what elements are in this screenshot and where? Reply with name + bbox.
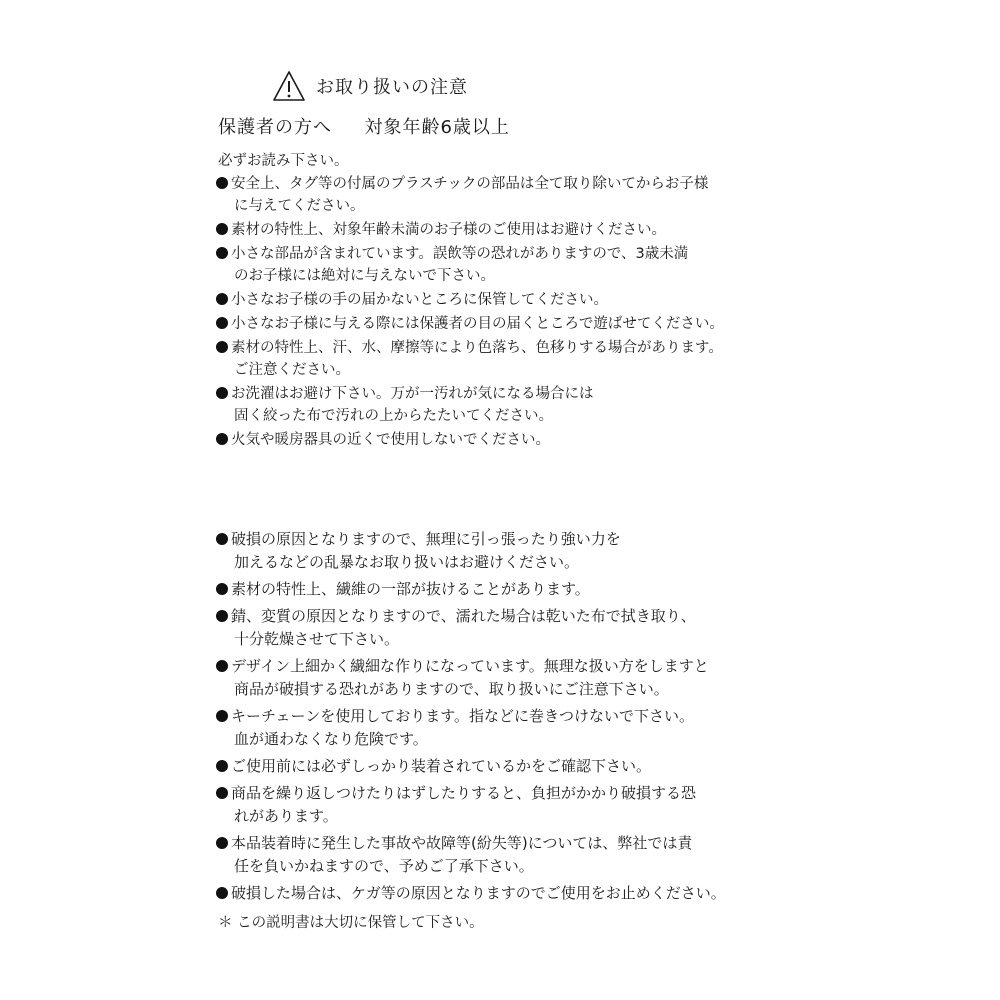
warning-triangle-icon	[272, 70, 306, 102]
caution-item-text: キーチェーンを使用しております。指などに巻きつけないで下さい。	[231, 707, 695, 725]
caution-item-line	[216, 755, 816, 778]
caution-list-1	[216, 173, 816, 453]
caution-item-line	[216, 705, 816, 728]
caution-item-line	[216, 313, 816, 335]
bullet-icon	[216, 760, 228, 772]
caution-item-text: 安全上、タグ等の付属のプラスチックの部品は全て取り除いてからお子様	[231, 176, 709, 192]
caution-item	[216, 578, 816, 601]
caution-item	[216, 705, 816, 751]
caution-item-text: 十分乾燥させて下さい。	[234, 630, 400, 648]
caution-item	[216, 882, 816, 905]
caution-item-text: 破損の原因となりますので、無理に引っ張ったり強い力を	[231, 530, 621, 548]
caution-item-text: 本品装着時に発生した事故や故障等(紛失等)については、弊社では責	[231, 834, 693, 852]
caution-item-line	[216, 551, 816, 574]
keep-instructions-note: ＊ この説明書は大切に保管して下さい。	[218, 915, 484, 931]
caution-item-text: 錆、変質の原因となりますので、濡れた場合は乾いた布で拭き取り、	[231, 607, 696, 625]
bullet-icon	[216, 787, 228, 799]
caution-item	[216, 832, 816, 878]
caution-item-line	[216, 605, 816, 628]
caution-item-line	[216, 678, 816, 701]
caution-item-line	[216, 805, 816, 828]
caution-item	[216, 313, 816, 335]
caution-item	[216, 528, 816, 574]
bullet-icon	[216, 887, 228, 899]
bullet-icon	[216, 293, 228, 305]
caution-item-text: のお子様には絶対に与えないで下さい。	[234, 268, 495, 284]
caution-item-line	[216, 429, 816, 451]
caution-item-text: デザイン上細かく繊細な作りになっています。無理な扱い方をしますと	[231, 657, 709, 675]
caution-item-line	[216, 578, 816, 601]
caution-item-line	[216, 728, 816, 751]
caution-item-text: 加えるなどの乱暴なお取り扱いはお避けください。	[234, 553, 580, 571]
caution-item-line	[216, 628, 816, 651]
caution-item	[216, 429, 816, 451]
caution-item-line	[216, 383, 816, 405]
caution-item-text: 素材の特性上、繊維の一部が抜けることがあります。	[231, 580, 590, 598]
caution-item	[216, 782, 816, 828]
caution-item-line	[216, 855, 816, 878]
caution-item-text: 素材の特性上、汗、水、摩擦等により色落ち、色移りする場合があります。	[231, 340, 723, 356]
caution-item	[216, 173, 816, 217]
caution-item-line	[216, 405, 816, 427]
caution-item-text: 小さなお子様の手の届かないところに保管してください。	[231, 292, 608, 308]
caution-item-text: お洗濯はお避け下さい。万が一汚れが気になる場合には	[231, 386, 594, 402]
caution-item-text: 商品を繰り返しつけたりはずしたりすると、負担がかかり破損する恐	[231, 784, 697, 802]
caution-item-line	[216, 782, 816, 805]
caution-item-line	[216, 528, 816, 551]
bullet-icon	[216, 583, 228, 595]
caution-item-text: れがあります。	[234, 807, 338, 825]
caution-item-line	[216, 337, 816, 359]
caution-item-line	[216, 655, 816, 678]
caution-item-line	[216, 359, 816, 381]
caution-item-text: 破損した場合は、ケガ等の原因となりますのでご使用をお止めください。	[231, 884, 726, 902]
caution-item-text: ご注意ください。	[234, 362, 350, 378]
bullet-icon	[216, 317, 228, 329]
caution-item-line	[216, 882, 816, 905]
caution-item-text: 任を負いかねますので、予めご了承下さい。	[234, 857, 534, 875]
bullet-icon	[216, 660, 228, 672]
bullet-icon	[216, 610, 228, 622]
caution-item	[216, 605, 816, 651]
caution-item-text: 固く絞った布で汚れの上からたたいてください。	[234, 408, 553, 424]
bullet-icon	[216, 177, 228, 189]
bullet-icon	[216, 223, 228, 235]
guardian-age-notice: 保護者の方へ 対象年齢6歳以上	[218, 117, 510, 138]
caution-item-line	[216, 195, 816, 217]
caution-item-text: 小さなお子様に与える際には保護者の目の届くところで遊ばせてください。	[231, 316, 724, 332]
caution-item	[216, 219, 816, 241]
caution-item-text: 素材の特性上、対象年齢未満のお子様のご使用はお避けください。	[231, 222, 666, 238]
bullet-icon	[216, 387, 228, 399]
caution-item-line	[216, 289, 816, 311]
caution-item-text: 小さな部品が含まれています。誤飲等の恐れがありますので、3歳未満	[231, 246, 689, 262]
must-read-notice: 必ずお読み下さい。	[218, 153, 349, 169]
caution-item	[216, 655, 816, 701]
caution-item-text: 血が通わなくなり危険です。	[234, 730, 428, 748]
caution-item-line	[216, 219, 816, 241]
caution-item-line	[216, 265, 816, 287]
caution-item-line	[216, 243, 816, 265]
caution-item	[216, 383, 816, 427]
caution-heading	[272, 66, 468, 106]
caution-item	[216, 243, 816, 287]
caution-item	[216, 755, 816, 778]
caution-item-line	[216, 173, 816, 195]
caution-item-text: 火気や暖房器具の近くで使用しないでください。	[231, 432, 550, 448]
bullet-icon	[216, 433, 228, 445]
caution-item-text: 商品が破損する恐れがありますので、取り扱いにご注意下さい。	[234, 680, 669, 698]
caution-item-text: ご使用前には必ずしっかり装着されているかをご確認下さい。	[231, 757, 652, 775]
caution-item-text: に与えてください。	[234, 198, 365, 214]
bullet-icon	[216, 247, 228, 259]
caution-item	[216, 337, 816, 381]
bullet-icon	[216, 710, 228, 722]
caution-item-line	[216, 832, 816, 855]
bullet-icon	[216, 837, 228, 849]
bullet-icon	[216, 341, 228, 353]
caution-list-2	[216, 528, 816, 909]
bullet-icon	[216, 533, 228, 545]
caution-title: お取り扱いの注意	[316, 77, 468, 98]
caution-item	[216, 289, 816, 311]
